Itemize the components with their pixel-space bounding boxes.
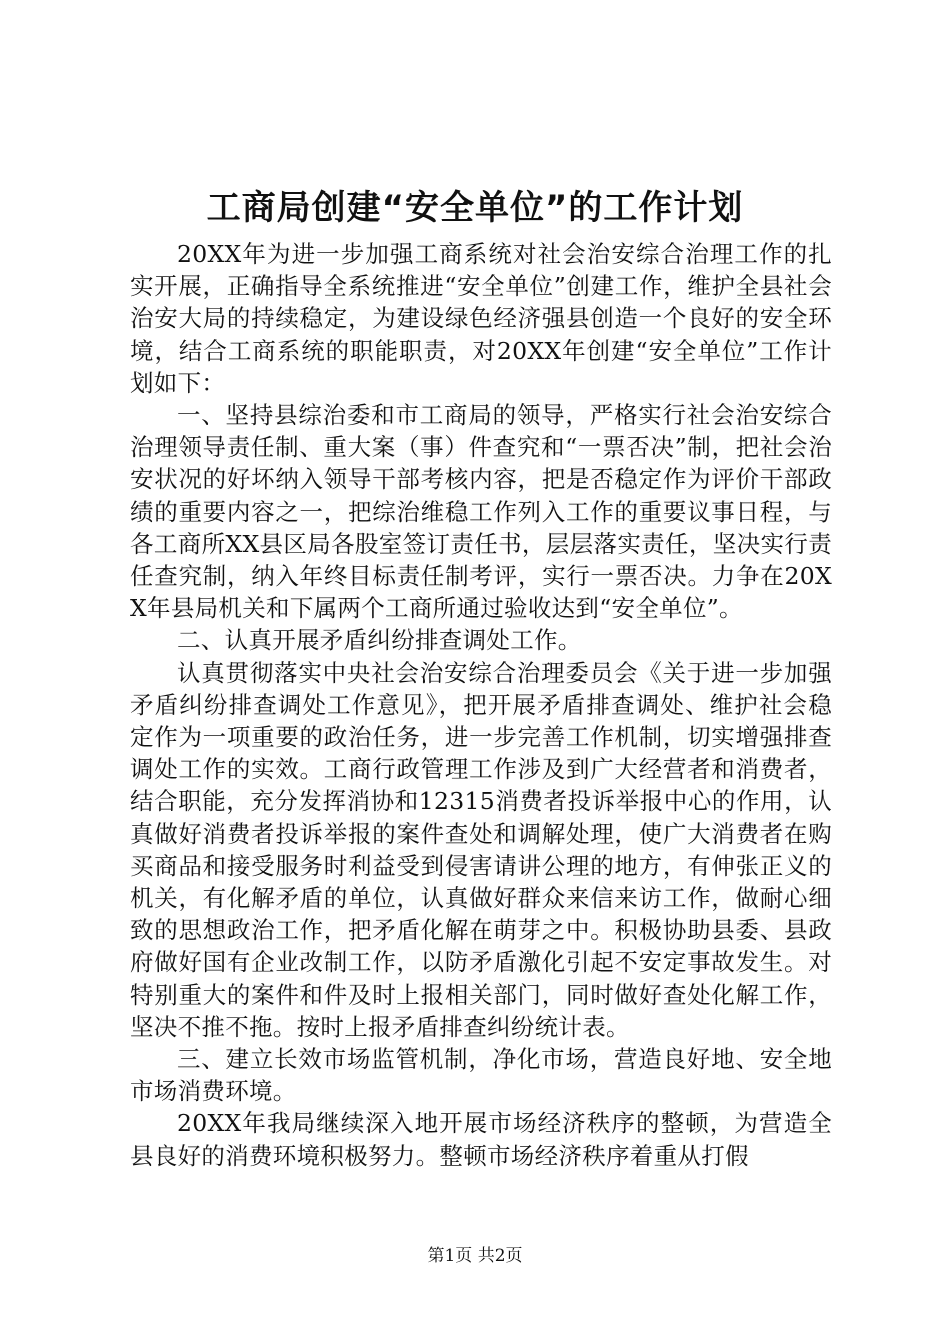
paragraph-section-3-heading: 三、建立长效市场监管机制，净化市场，营造良好地、安全地市场消费环境。 (130, 1045, 832, 1106)
paragraph-section-2-heading: 二、认真开展矛盾纠纷排查调处工作。 (177, 626, 582, 655)
paragraph-intro: 20XX年为进一步加强工商系统对社会治安综合治理工作的扎实开展，正确指导全系统推进“安全单位”创建工作，维护全县社会治安大局的持续稳定，为建设绿色经济强县创造一个良好的安全环境，结合工商系统的职能职责，对20XX年创建“安全单位”工作计划如下： (130, 240, 832, 397)
paragraph-section-1: 一、坚持县综治委和市工商局的领导，严格实行社会治安综合治理领导责任制、重大案（事）件查究和“一票否决”制，把社会治安状况的好坏纳入领导干部考核内容，把是否稳定作为评价干部政绩的重要内容之一，把综治维稳工作列入工作的重要议事日程，与各工商所XX县区局各股室签订责任书，层层落实责任，坚决实行责任查究制，纳入年终目标责任制考评，实行一票否决。力争在20XX年县局机关和下属两个工商所通过验收达到“安全单位”。 (130, 401, 832, 623)
page-number-footer: 第1页 共2页 (427, 1246, 523, 1266)
paragraph-section-2-body: 认真贯彻落实中央社会治安综合治理委员会《关于进一步加强矛盾纠纷排查调处工作意见》，把开展矛盾排查调处、维护社会稳定作为一项重要的政治任务，进一步完善工作机制，切实增强排查调处工作的实效。工商行政管理工作涉及到广大经营者和消费者，结合职能，充分发挥消协和12315消费者投诉举报中心的作用，认真做好消费者投诉举报的案件查处和调解处理，使广大消费者在购买商品和接受服务时利益受到侵害请讲公理的地方，有伸张正义的机关，有化解矛盾的单位，认真做好群众来信来访工作，做耐心细致的思想政治工作，把矛盾化解在萌芽之中。积极协助县委、县政府做好国有企业改制工作，以防矛盾激化引起不安定事故发生。对特别重大的案件和件及时上报相关部门，同时做好查处化解工作，坚决不推不拖。按时上报矛盾排查纠纷统计表。 (130, 658, 832, 1041)
paragraph-section-3-body: 20XX年我局继续深入地开展市场经济秩序的整顿，为营造全县良好的消费环境积极努力。整顿市场经济秩序着重从打假 (130, 1109, 832, 1170)
document-title: 工商局创建“安全单位”的工作计划 (206, 188, 744, 228)
document-body (130, 238, 832, 1172)
